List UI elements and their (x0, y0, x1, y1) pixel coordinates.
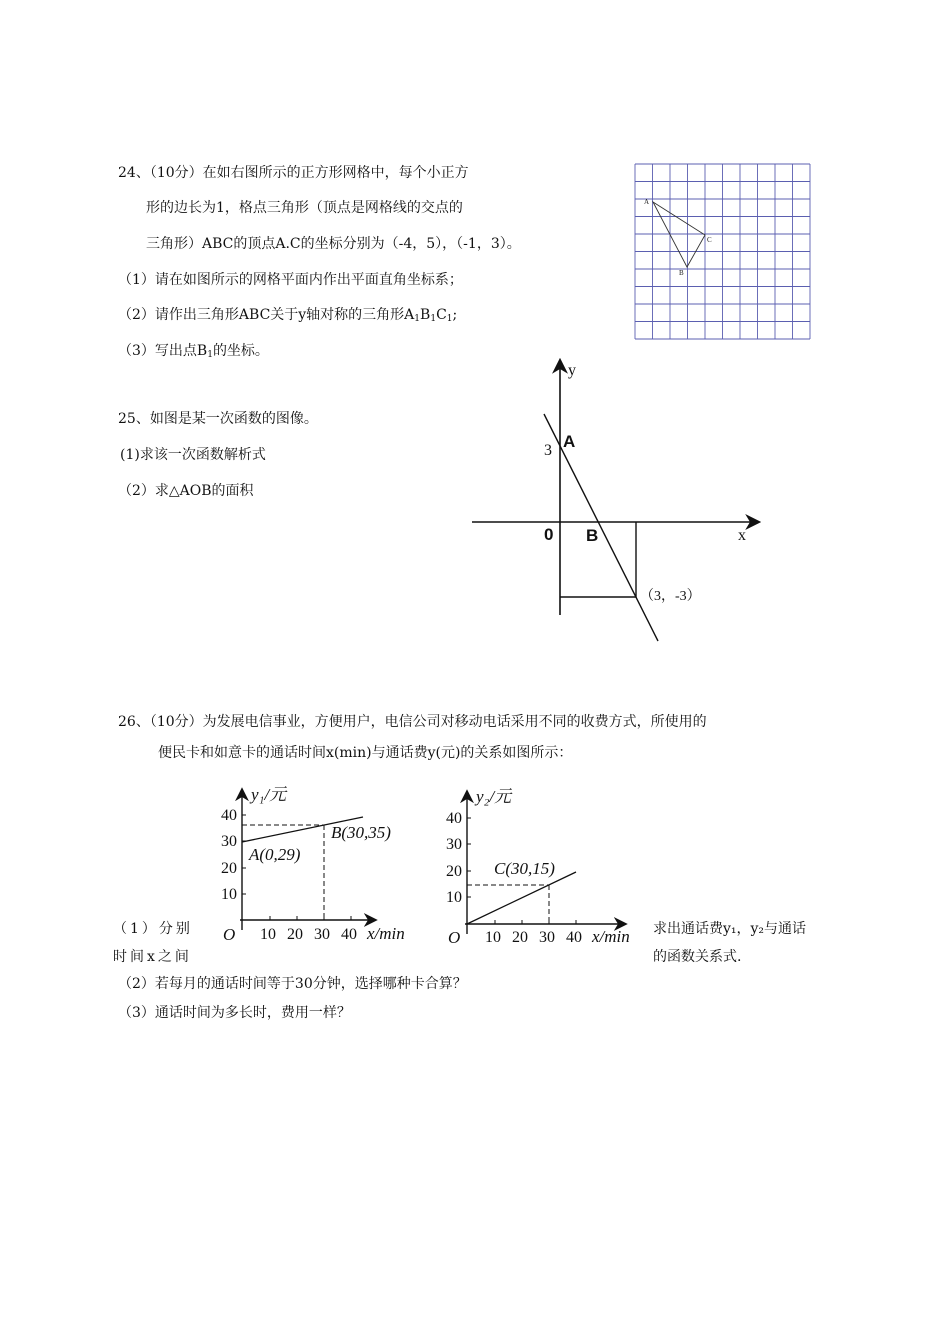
chart2-point-c: C(30,15) (494, 859, 555, 878)
q24-part2-text: （2）请作出三角形ABC关于y轴对称的三角形A (118, 307, 415, 323)
chart2-xtick-10: 10 (485, 929, 501, 946)
q26-part1-right-a: 求出通话费y₁，y₂与通话 (653, 921, 807, 937)
q24-part1: （1）请在如图所示的网格平面内作出平面直角坐标系； (118, 272, 463, 288)
chart1-ytick-10: 10 (221, 886, 237, 903)
q24-part2-end: ; (452, 307, 458, 323)
chart2-series-line (467, 872, 576, 924)
q24-part2-sub2: 1 (430, 314, 437, 324)
chart1-ylabel: y₁/元 (251, 785, 287, 804)
q26-part3: （3）通话时间为多长时，费用一样？ (118, 1005, 351, 1021)
chart2-ytick-20: 20 (446, 863, 462, 880)
chart1-origin: O (223, 925, 236, 944)
chart2-xtick-40: 40 (566, 929, 582, 946)
q25-y-tick: 3 (544, 442, 552, 459)
chart2-xtick-30: 30 (539, 929, 555, 946)
q26-line2: 便民卡和如意卡的通话时间x(min)与通话费y(元)的关系如图所示： (158, 745, 573, 761)
q25-origin: 0 (544, 525, 554, 544)
q25-point-label: （3，-3） (640, 589, 701, 604)
chart1-ytick-40: 40 (221, 807, 237, 824)
q26-part1-right-b: 的函数关系式. (653, 949, 742, 965)
q24-line2: 形的边长为1，格点三角形（顶点是网格线的交点的 (146, 200, 463, 216)
grid-label-a: A (644, 198, 650, 206)
q25-part2: （2）求△AOB的面积 (118, 483, 254, 499)
q26-part2: （2）若每月的通话时间等于30分钟，选择哪种卡合算？ (118, 976, 467, 992)
chart1-ytick-30: 30 (221, 833, 237, 850)
chart2-ytick-30: 30 (446, 836, 462, 853)
q24-part3-end: 的坐标。 (212, 343, 269, 359)
q24-grid-figure (633, 162, 813, 342)
chart1-xlabel: x/min (367, 924, 405, 943)
triangle-abc (653, 202, 705, 267)
q25-title: 25、如图是某一次函数的图像。 (118, 411, 318, 427)
chart1-xtick-10: 10 (260, 926, 276, 943)
q25-point-a: A (563, 432, 576, 451)
q25-x-label: x (738, 527, 746, 544)
q25-point-b: B (586, 526, 599, 545)
q24-part3 (118, 342, 269, 364)
q24-part3-text: （3）写出点B (118, 343, 208, 359)
q24-part2-b: B (420, 307, 431, 323)
q24-line1: 24、（10分）在如右图所示的正方形网格中，每个小正方 (118, 165, 469, 181)
chart1-xtick-20: 20 (287, 926, 303, 943)
q25-graph (470, 355, 770, 645)
chart2-ytick-10: 10 (446, 889, 462, 906)
q26-part1-left-b: 时间x之间 (113, 949, 192, 965)
q26-chart2 (440, 780, 650, 950)
grid-label-b: B (679, 269, 684, 277)
q25-part1: (1)求该一次函数解析式 (120, 447, 266, 463)
chart1-point-a: A(0,29) (249, 845, 301, 864)
q24-part2 (118, 306, 457, 328)
chart1-point-b: B(30,35) (331, 823, 391, 842)
chart2-ytick-40: 40 (446, 810, 462, 827)
chart2-origin: O (448, 928, 461, 947)
q26-chart1 (215, 780, 415, 950)
q24-part3-sub: 1 (207, 350, 213, 360)
q26-part1-left-a: （1）分别 (113, 921, 193, 937)
q26-line1: 26、（10分）为发展电信事业，方便用户，电信公司对移动电话采用不同的收费方式，所使用的 (118, 714, 707, 730)
q25-y-label: y (568, 362, 576, 379)
chart1-xtick-30: 30 (314, 926, 330, 943)
q24-part2-c: C (436, 307, 447, 323)
chart2-ylabel: y₂/元 (476, 787, 512, 806)
q25-function-line (544, 414, 658, 641)
q24-part2-sub3: 1 (446, 314, 453, 324)
chart2-xtick-20: 20 (512, 929, 528, 946)
q24-part2-sub1: 1 (414, 314, 421, 324)
chart1-xtick-40: 40 (341, 926, 357, 943)
grid-lines (635, 164, 810, 339)
q24-line3: 三角形）ABC的顶点A.C的坐标分别为（-4，5），（-1，3）。 (146, 236, 521, 252)
chart2-xlabel: x/min (592, 927, 630, 946)
grid-label-c: C (707, 236, 712, 244)
chart1-ytick-20: 20 (221, 860, 237, 877)
